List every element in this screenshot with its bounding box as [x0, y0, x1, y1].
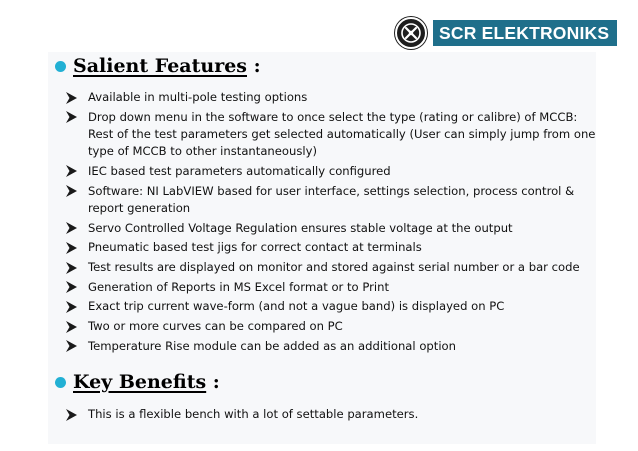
salient-features-title-suffix: : — [247, 55, 261, 77]
arrow-bullet-icon — [66, 111, 77, 123]
arrow-bullet-icon — [66, 321, 77, 333]
list-item-text: Exact trip current wave-form (and not a vague band) is displayed on PC — [88, 299, 505, 314]
salient-features-title: Salient Features — [73, 55, 247, 77]
arrow-bullet-icon — [66, 242, 77, 254]
scr-emblem-icon — [395, 17, 427, 49]
list-item-text: Software: NI LabVIEW based for user interface, settings selection, process control & report generation — [88, 183, 575, 215]
list-item — [66, 163, 596, 180]
list-item — [66, 109, 596, 161]
list-item-text: Servo Controlled Voltage Regulation ensures stable voltage at the output — [88, 220, 513, 235]
list-item — [66, 259, 596, 276]
key-benefits-list — [66, 406, 596, 426]
key-benefits-title-suffix: : — [206, 371, 220, 393]
arrow-bullet-icon — [66, 185, 77, 197]
arrow-bullet-icon — [66, 92, 77, 104]
arrow-bullet-icon — [66, 222, 77, 234]
salient-features-heading — [55, 55, 261, 77]
list-item-text: Test results are displayed on monitor and stored against serial number or a bar code — [88, 260, 580, 275]
list-item-text: Generation of Reports in MS Excel format or to Print — [88, 279, 389, 294]
heading-bullet-icon — [55, 61, 66, 72]
arrow-bullet-icon — [66, 281, 77, 293]
list-item-text: Two or more curves can be compared on PC — [88, 319, 343, 334]
key-benefits-heading — [55, 371, 220, 393]
arrow-bullet-icon — [66, 301, 77, 313]
key-benefits-title: Key Benefits — [73, 371, 207, 393]
list-item-text: Temperature Rise module can be added as an additional option — [88, 338, 456, 353]
arrow-bullet-icon — [66, 409, 77, 421]
list-item-text: Available in multi-pole testing options — [88, 90, 308, 104]
list-item — [66, 239, 596, 256]
logo-text: SCR ELEKTRONIKS — [433, 20, 617, 46]
list-item — [66, 298, 596, 315]
heading-bullet-icon — [55, 377, 66, 388]
salient-features-list — [66, 89, 596, 357]
arrow-bullet-icon — [66, 262, 77, 274]
arrow-bullet-icon — [66, 165, 77, 177]
list-item-text: IEC based test parameters automatically configured — [88, 163, 391, 178]
list-item — [66, 338, 596, 355]
list-item-text: Drop down menu in the software to once select the type (rating or calibre) of MCCB: Rest of the test parameters get selected automatically (User can simply jump from one type of MCCB to other instantaneously) — [88, 109, 596, 159]
list-item-text: Pneumatic based test jigs for correct contact at terminals — [88, 240, 422, 255]
list-item — [66, 318, 596, 335]
list-item-text: This is a flexible bench with a lot of settable parameters. — [88, 407, 419, 421]
list-item — [66, 279, 596, 296]
arrow-bullet-icon — [66, 340, 77, 352]
list-item — [66, 183, 596, 218]
list-item — [66, 89, 596, 106]
list-item — [66, 220, 596, 237]
list-item — [66, 406, 596, 423]
company-logo — [395, 18, 617, 48]
